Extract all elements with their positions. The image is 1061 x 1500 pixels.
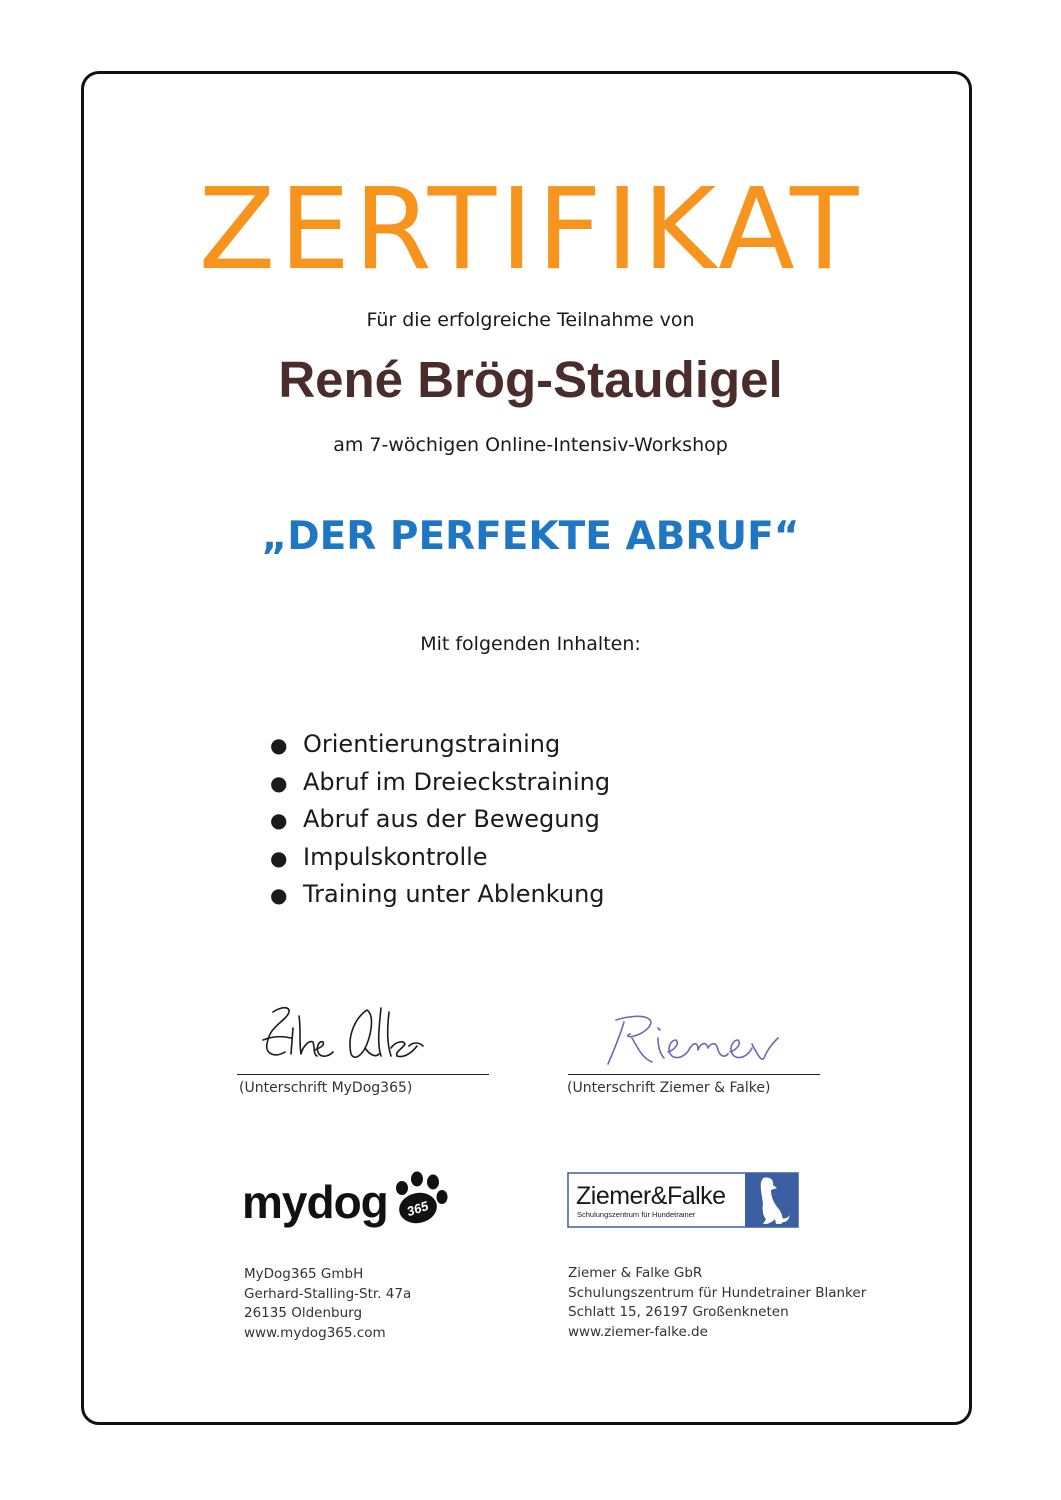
ziemer-falke-logo bbox=[567, 1172, 799, 1228]
mydog-logo-text: mydog bbox=[242, 1176, 388, 1228]
list-item bbox=[270, 839, 610, 877]
contents-label: Mit folgenden Inhalten: bbox=[420, 633, 641, 655]
occasion-text: am 7-wöchigen Online-Intensiv-Workshop bbox=[333, 434, 728, 456]
intro-text: Für die erfolgreiche Teilnahme von bbox=[366, 309, 695, 331]
list-item bbox=[270, 876, 610, 914]
signature-line bbox=[237, 1074, 489, 1075]
list-item bbox=[270, 764, 610, 802]
bullet-icon: ● bbox=[270, 845, 288, 870]
address-line: Gerhard-Stalling-Str. 47a bbox=[244, 1285, 412, 1302]
topic-label: Training unter Ablenkung bbox=[303, 880, 605, 908]
address-line: 26135 Oldenburg bbox=[244, 1305, 363, 1321]
topics-list bbox=[270, 726, 610, 914]
address-link[interactable]: www.ziemer-falke.de bbox=[568, 1323, 708, 1340]
zf-signature-caption: (Unterschrift Ziemer & Falke) bbox=[567, 1080, 771, 1096]
mydog-logo-graphic bbox=[242, 1168, 452, 1234]
address-link[interactable]: www.mydog365.com bbox=[244, 1324, 386, 1341]
bullet-icon: ● bbox=[270, 883, 288, 907]
list-item bbox=[270, 801, 610, 839]
mydog-signature-caption: (Unterschrift MyDog365) bbox=[239, 1080, 413, 1096]
topic-label: Abruf im Dreieckstraining bbox=[303, 767, 611, 796]
certificate-title: ZERTIFIKAT bbox=[198, 165, 863, 295]
mydog365-logo bbox=[242, 1168, 452, 1234]
list-item bbox=[270, 726, 610, 764]
topic-label: Orientierungstraining bbox=[303, 730, 561, 758]
zf-address bbox=[568, 1264, 866, 1342]
zf-signature-icon bbox=[602, 1008, 782, 1070]
topic-label: Abruf aus der Bewegung bbox=[303, 805, 600, 833]
address-line: MyDog365 GmbH bbox=[244, 1266, 364, 1282]
signature-line bbox=[568, 1074, 820, 1075]
address-line: Ziemer & Falke GbR bbox=[568, 1265, 703, 1281]
bullet-icon: ● bbox=[270, 733, 288, 757]
mydog-signature-icon bbox=[255, 998, 430, 1068]
zf-logo-name: Ziemer&Falke bbox=[576, 1182, 726, 1210]
bullet-icon: ● bbox=[270, 808, 288, 832]
zf-logo-graphic bbox=[567, 1172, 799, 1228]
topic-label: Impulskontrolle bbox=[303, 842, 488, 871]
mydog-badge-text: 365 bbox=[404, 1198, 431, 1220]
recipient-name: René Brög-Staudigel bbox=[278, 351, 783, 408]
mydog-address bbox=[244, 1265, 411, 1343]
address-line: Schlatt 15, 26197 Großenkneten bbox=[568, 1304, 789, 1320]
zf-logo-tagline: Schulungszentrum für Hundetrainer bbox=[577, 1210, 696, 1219]
workshop-title: „DER PERFEKTE ABRUF“ bbox=[261, 514, 800, 559]
address-line: Schulungszentrum für Hundetrainer Blanker bbox=[568, 1284, 867, 1301]
bullet-icon: ● bbox=[270, 770, 288, 795]
